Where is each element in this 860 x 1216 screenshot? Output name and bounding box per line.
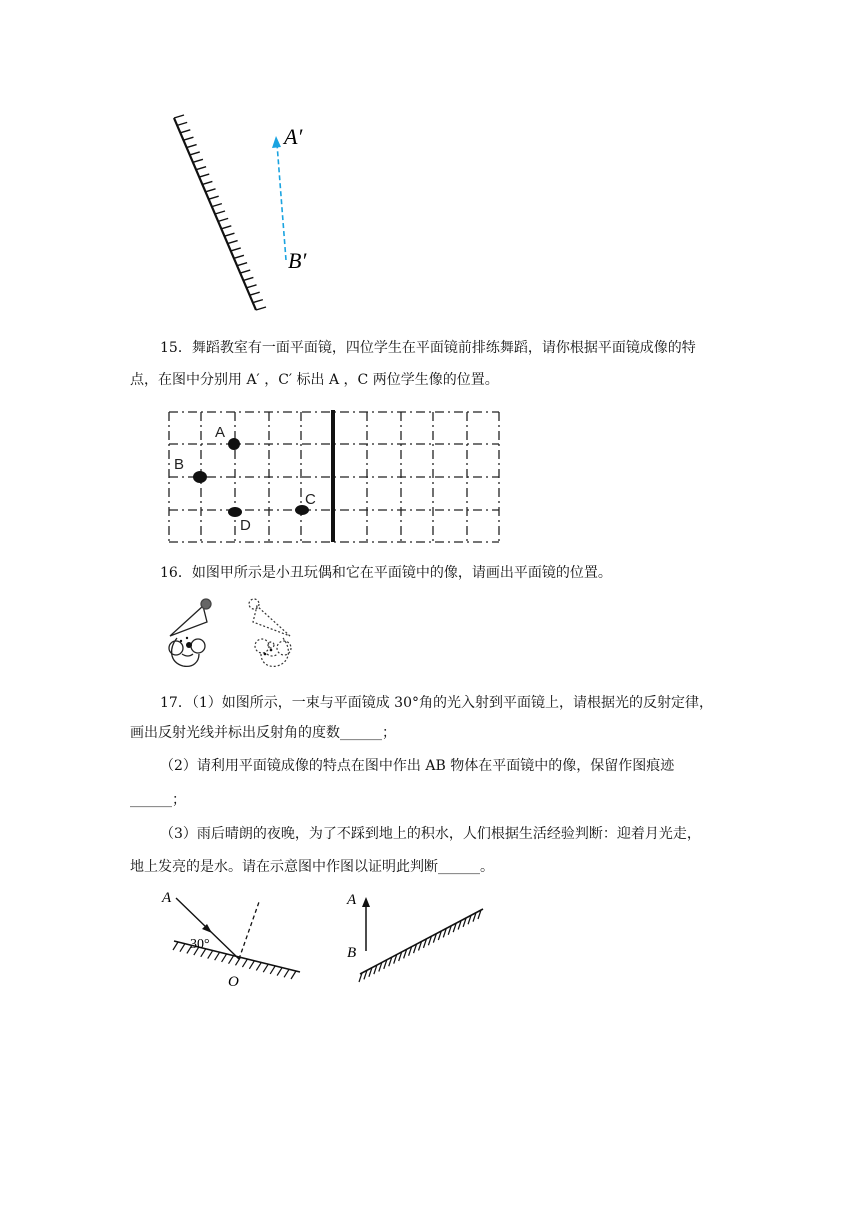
hatch-mark — [263, 964, 268, 972]
hatch-mark — [206, 189, 216, 192]
hatch-mark — [270, 966, 275, 974]
hatch-mark — [284, 969, 289, 977]
label-angle: 30° — [190, 937, 210, 952]
hatch-mark — [215, 952, 220, 960]
hatch-mark — [212, 204, 222, 207]
label-student-a: A — [215, 424, 226, 441]
hatch-mark — [193, 159, 203, 162]
hatch-mark — [221, 226, 231, 229]
hatch-mark — [256, 962, 261, 970]
mirror-hatching — [174, 115, 266, 310]
label-object-b: B — [347, 945, 357, 961]
clown-mirror-image — [249, 599, 291, 666]
hatch-mark — [231, 248, 241, 251]
object-mirror-figure — [340, 884, 495, 994]
reflection-angle-figure — [160, 884, 310, 994]
dance-grid-figure — [165, 408, 505, 548]
hatch-mark — [249, 961, 254, 969]
hatch-mark — [250, 292, 260, 295]
mirror-hatching — [359, 910, 481, 982]
hatch-mark — [187, 145, 197, 148]
q17-part2-line2: ______； — [130, 792, 186, 808]
q17-part3-line1: （3）雨后晴朗的夜晚，为了不踩到地上的积水，人们根据生活经验判断：迎着月光走， — [160, 826, 701, 842]
q15-text-line2: 点，在图中分别用 A′ ，C′ 标出 A ，C 两位学生像的位置。 — [130, 372, 499, 388]
hatch-mark — [183, 137, 193, 140]
image-arrow-line — [277, 144, 286, 260]
hatch-mark — [215, 211, 225, 214]
label-student-c: C — [305, 491, 316, 508]
hatch-mark — [199, 174, 209, 177]
hatch-mark — [224, 233, 234, 236]
q17-part1-line1: 17．（1）如图所示，一束与平面镜成 30°角的光入射到平面镜上，请根据光的反射定律， — [160, 695, 713, 711]
clown-figure — [155, 596, 305, 674]
label-point-a: A — [162, 890, 172, 906]
object-arrow-head — [362, 897, 370, 907]
hatch-mark — [218, 218, 228, 221]
hatch-mark — [291, 971, 296, 979]
hatch-mark — [190, 152, 200, 155]
mirror-image-figure — [160, 110, 340, 325]
label-point-o: O — [228, 974, 239, 990]
hatch-mark — [277, 968, 282, 976]
label-b-prime: B′ — [288, 248, 307, 273]
q17-part1-line2: 画出反射光线并标出反射角的度数______； — [130, 725, 396, 741]
hatch-mark — [234, 255, 244, 258]
hatch-mark — [253, 300, 263, 303]
hatch-mark — [173, 942, 178, 950]
hatch-mark — [209, 196, 219, 199]
q17-part2-line1: （2）请利用平面镜成像的特点在图中作出 AB 物体在平面镜中的像，保留作图痕迹 — [160, 758, 675, 774]
normal-line — [239, 902, 259, 959]
hatch-mark — [222, 954, 227, 962]
hatch-mark — [180, 944, 185, 952]
hatch-mark — [256, 307, 266, 310]
hatch-mark — [174, 115, 184, 118]
image-arrow-head — [272, 136, 281, 148]
student-b-dot — [193, 471, 207, 483]
student-a-dot — [228, 438, 240, 450]
hatch-mark — [196, 167, 206, 170]
label-a-prime: A′ — [284, 124, 303, 149]
hatch-mark — [240, 270, 250, 273]
hatch-mark — [180, 130, 190, 133]
label-student-d: D — [240, 517, 251, 534]
hatch-mark — [228, 241, 238, 244]
label-object-a: A — [347, 892, 357, 908]
hatch-mark — [242, 959, 247, 967]
q16-text-line1: 16．如图甲所示是小丑玩偶和它在平面镜中的像，请画出平面镜的位置。 — [160, 565, 612, 581]
student-d-dot — [228, 507, 242, 517]
label-student-b: B — [174, 456, 185, 473]
hatch-mark — [237, 263, 247, 266]
hatch-mark — [243, 277, 253, 280]
q15-text-line1: 15．舞蹈教室有一面平面镜，四位学生在平面镜前排练舞蹈，请你根据平面镜成像的特 — [160, 340, 696, 356]
hatch-mark — [247, 285, 257, 288]
hatch-mark — [177, 122, 187, 125]
clown-doll — [169, 599, 211, 666]
q17-part3-line2: 地上发亮的是水。请在示意图中作图以证明此判断______。 — [130, 859, 494, 875]
hatch-mark — [229, 956, 234, 964]
hatch-mark — [202, 181, 212, 184]
